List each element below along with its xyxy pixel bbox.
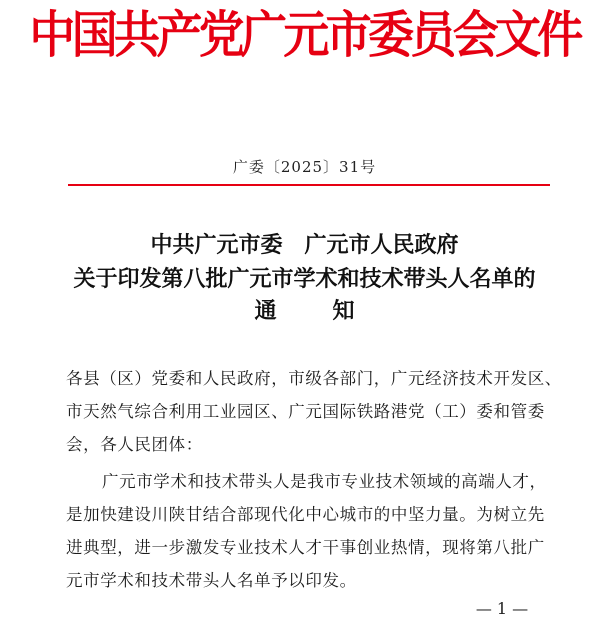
- title-line-1: 中共广元市委 广元市人民政府: [150, 232, 459, 258]
- paragraph-line-4: 元市学术和技术带头人名单予以印发。: [66, 571, 357, 590]
- page-number: — 1 —: [475, 599, 529, 618]
- paragraph-line-2: 是加快建设川陕甘结合部现代化中心城市的中坚力量。为树立先: [66, 505, 545, 524]
- title-line-3: [0, 296, 609, 326]
- addressee-line-3: 会，各人民团体：: [66, 435, 203, 454]
- document-number: 广委〔2025〕31号: [232, 158, 377, 176]
- document-masthead: 中国共产党广元市委员会文件: [29, 5, 580, 64]
- title-char-zhi: 知: [332, 298, 355, 324]
- paragraph-line-3: 进典型，进一步激发专业技术人才干事创业热情，现将第八批广: [66, 538, 545, 557]
- title-char-tong: 通: [254, 298, 277, 324]
- addressee-line-1: 各县（区）党委和人民政府，市级各部门，广元经济技术开发区、: [66, 369, 562, 388]
- red-divider-line: [68, 184, 550, 186]
- title-line-2: 关于印发第八批广元市学术和技术带头人名单的: [73, 266, 536, 292]
- addressee-line-2: 市天然气综合利用工业园区、广元国际铁路港党（工）委和管委: [66, 402, 545, 421]
- paragraph-line-1: 广元市学术和技术带头人是我市专业技术领域的高端人才，: [102, 472, 547, 491]
